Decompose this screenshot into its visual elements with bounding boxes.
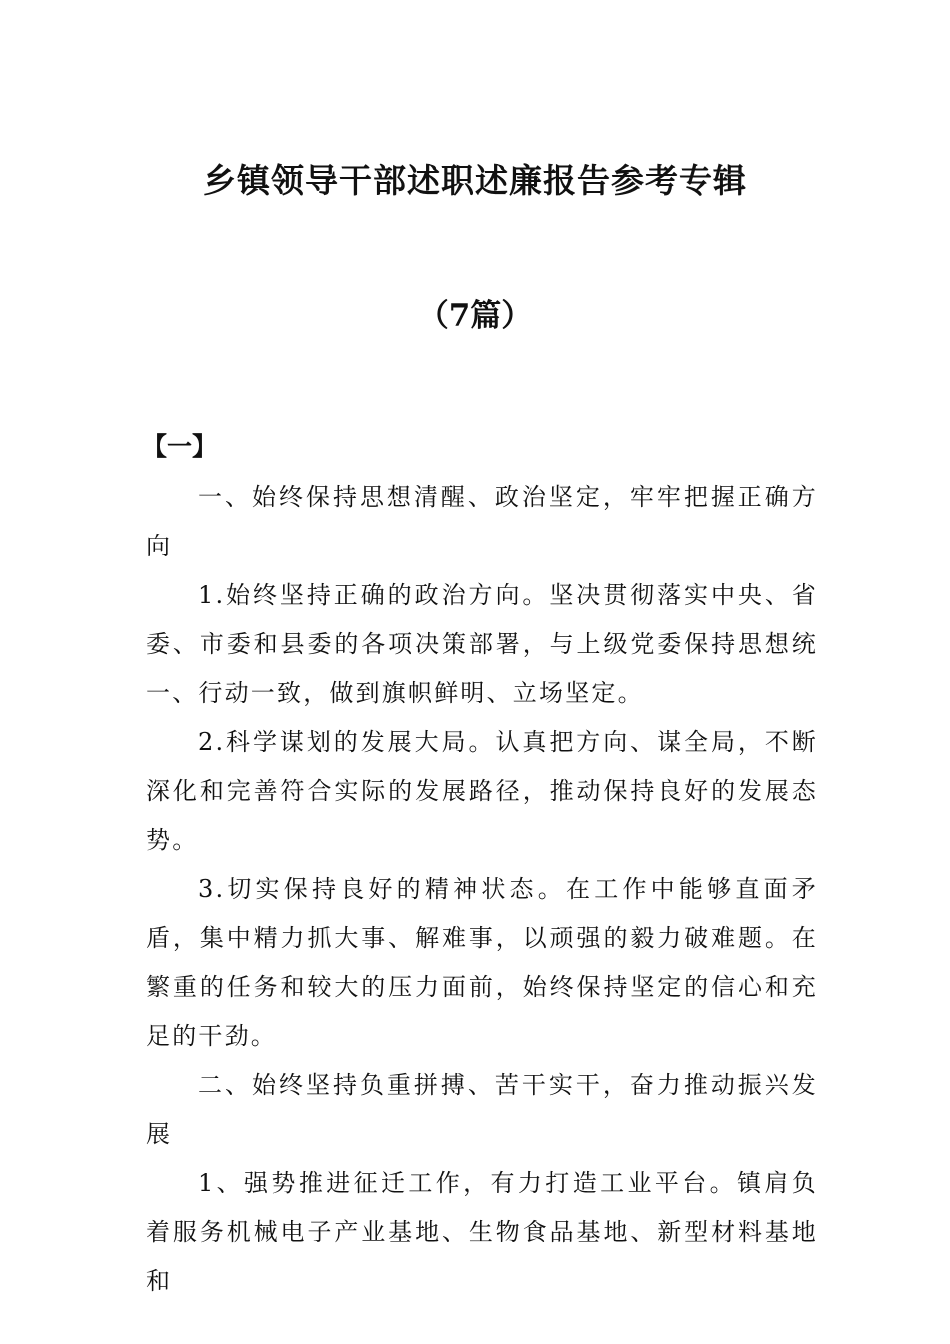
document-body <box>142 425 818 1306</box>
document-title: 乡镇领导干部述职述廉报告参考专辑 <box>203 161 747 200</box>
body-paragraph: 1.始终坚持正确的政治方向。坚决贯彻落实中央、省委、市委和县委的各项决策部署，与上级党委保持思想统一、行动一致，做到旗帜鲜明、立场坚定。 <box>146 581 818 707</box>
section-marker: 【一】 <box>142 432 218 461</box>
body-paragraph: 1、强势推进征迁工作，有力打造工业平台。镇肩负着服务机械电子产业基地、生物食品基地、新型材料基地和 <box>146 1169 818 1295</box>
heading-paragraph: 一、始终保持思想清醒、政治坚定，牢牢把握正确方向 <box>146 483 818 560</box>
body-paragraph: 2.科学谋划的发展大局。认真把方向、谋全局，不断深化和完善符合实际的发展路径，推动保持良好的发展态势。 <box>146 728 818 854</box>
heading-paragraph: 二、始终坚持负重拼搏、苦干实干，奋力推动振兴发展 <box>146 1071 818 1148</box>
body-paragraph: 3.切实保持良好的精神状态。在工作中能够直面矛盾，集中精力抓大事、解难事，以顽强的毅力破难题。在繁重的任务和较大的压力面前，始终保持坚定的信心和充足的干劲。 <box>146 875 818 1050</box>
document-subtitle: （7篇） <box>417 298 533 334</box>
